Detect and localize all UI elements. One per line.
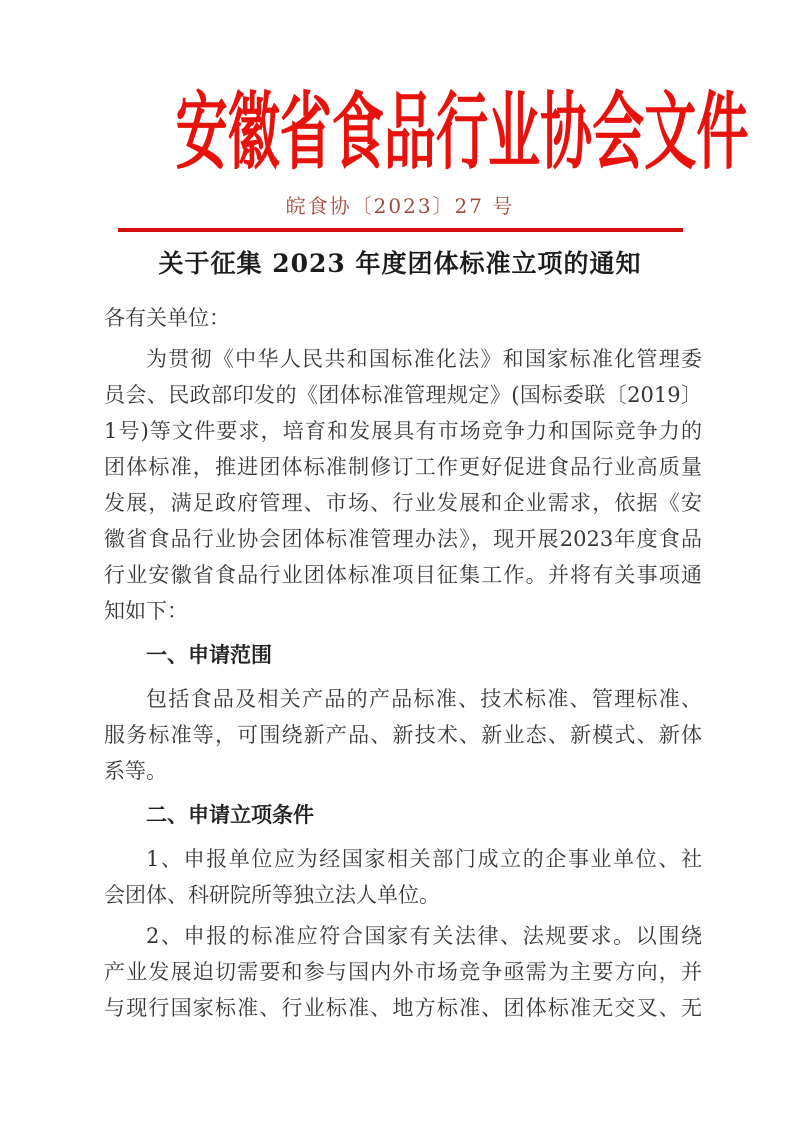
paragraph-line: 发展，满足政府管理、市场、行业发展和企业需求，依据《安 — [104, 491, 702, 515]
salutation-line: 各有关单位： — [104, 306, 230, 330]
red-header-banner — [0, 82, 800, 181]
paragraph-line: 知如下： — [104, 599, 188, 623]
org-title: 安徽省食品行业协会文件 — [175, 82, 749, 181]
paragraph-line: 服务标准等，可围绕新产品、新技术、新业态、新模式、新体 — [104, 723, 702, 747]
paragraph-line: 为贯彻《中华人民共和国标准化法》和国家标准化管理委 — [146, 347, 702, 371]
paragraph-line: 员会、民政部印发的《团体标准管理规定》(国标委联〔2019〕 — [104, 383, 702, 407]
paragraph-line: 徽省食品行业协会团体标准管理办法》，现开展2023年度食品 — [104, 527, 702, 551]
paragraph-line: 系等。 — [104, 759, 167, 783]
section-heading: 一、申请范围 — [146, 642, 272, 667]
section-heading: 二、申请立项条件 — [146, 802, 314, 827]
paragraph-line: 包括食品及相关产品的产品标准、技术标准、管理标准、 — [146, 687, 702, 711]
paragraph-line: 2、申报的标准应符合国家有关法律、法规要求。以围绕 — [146, 924, 702, 948]
paragraph-line: 1号)等文件要求，培育和发展具有市场竞争力和国际竞争力的 — [104, 419, 702, 443]
document-body — [0, 300, 800, 1026]
paragraph-line: 产业发展迫切需要和参与国内外市场竞争亟需为主要方向，并 — [104, 960, 702, 984]
paragraph-line: 行业安徽省食品行业团体标准项目征集工作。并将有关事项通 — [104, 563, 702, 587]
red-divider-line — [118, 228, 683, 232]
doc-number: 皖食协〔2023〕27 号 — [285, 194, 515, 218]
paragraph-line: 与现行国家标准、行业标准、地方标准、团体标准无交叉、无 — [104, 996, 702, 1020]
paragraph-line: 1、申报单位应为经国家相关部门成立的企事业单位、社 — [146, 847, 702, 871]
paragraph-line: 团体标准，推进团体标准制修订工作更好促进食品行业高质量 — [104, 455, 702, 479]
notice-title: 关于征集 2023 年度团体标准立项的通知 — [158, 249, 642, 278]
paragraph-line: 会团体、科研院所等独立法人单位。 — [104, 883, 440, 907]
